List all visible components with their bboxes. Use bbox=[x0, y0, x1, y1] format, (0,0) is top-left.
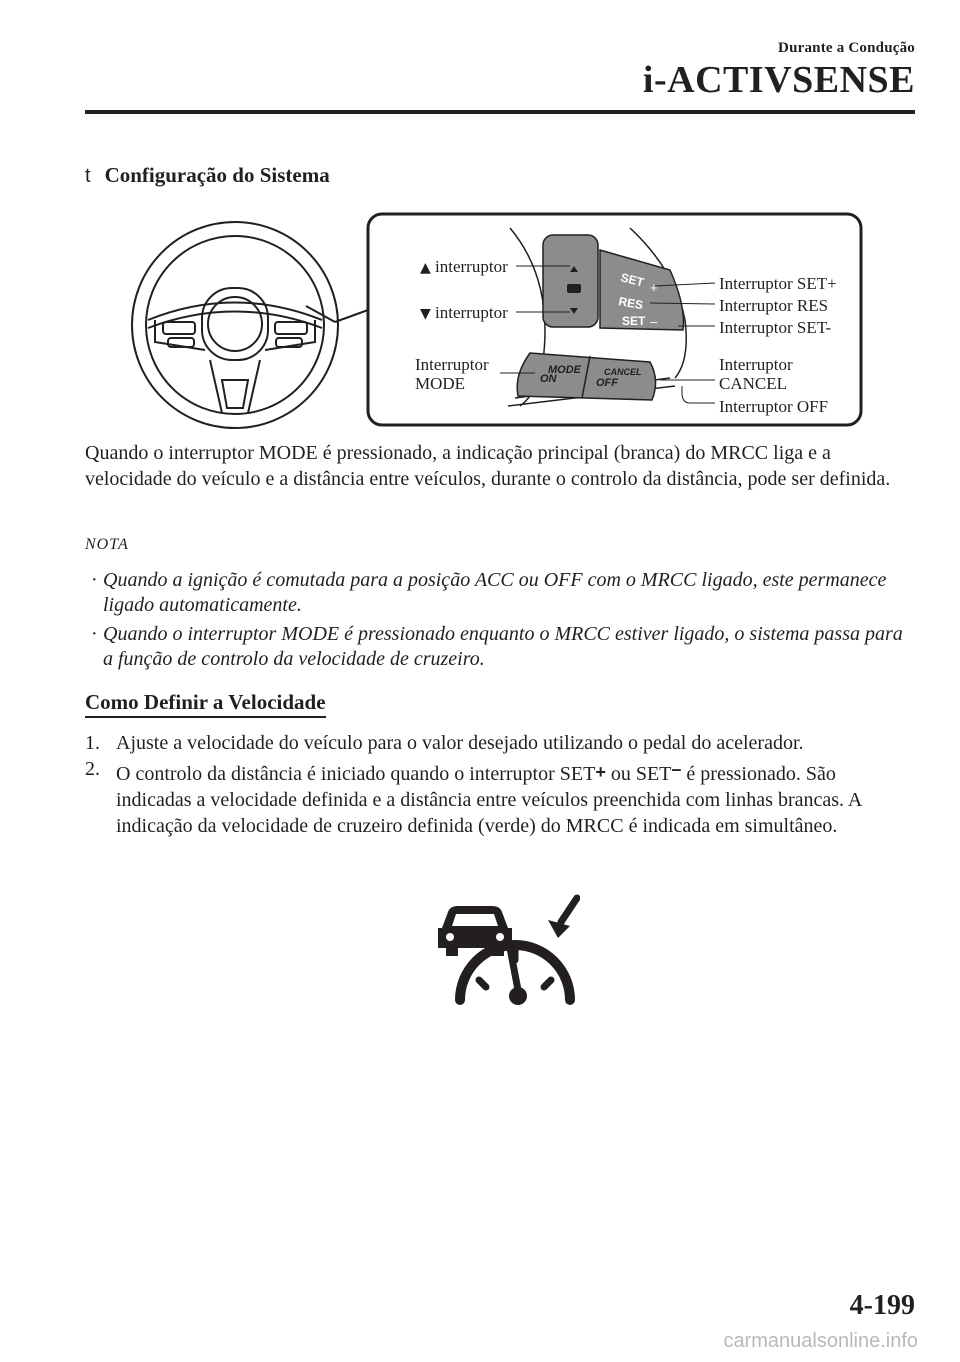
res-button-text: RES bbox=[617, 294, 645, 313]
res-switch-label: Interruptor RES bbox=[719, 296, 829, 315]
on-button-text: ON bbox=[540, 373, 557, 385]
nota-label: NOTA bbox=[85, 536, 129, 553]
off-button-text: OFF bbox=[596, 377, 618, 389]
procedure-steps bbox=[85, 730, 915, 839]
mode-switch-label: Interruptor MODE bbox=[415, 355, 489, 393]
header-rule bbox=[85, 110, 915, 114]
watermark: carmanualsonline.info bbox=[723, 1330, 918, 1352]
triangle-up-icon: ▲ bbox=[420, 260, 431, 276]
plus-symbol: + bbox=[650, 280, 658, 295]
step-item: 2. O controlo da distância é iniciado quando o interruptor SET+ ou SET– é pressionado. São indicadas a velocidade definida e a distância entre veículos preenchida com linhas brancas. A indicação da velocidade de cruzeiro definida (verde) do MRCC é indicada em simultâneo. bbox=[85, 758, 862, 837]
set-minus-button-text: SET bbox=[622, 314, 646, 328]
running-header-chapter: i-ACTIVSENSE bbox=[642, 59, 915, 101]
set-plus-switch-label: Interruptor SET+ bbox=[719, 274, 837, 293]
intro-paragraph: Quando o interruptor MODE é pressionado, a indicação principal (branca) do MRCC liga e a velocidade do veículo e a distância entre veículos, durante o controlo da distância, pode ser definida. bbox=[85, 442, 891, 490]
minus-symbol: – bbox=[671, 759, 682, 779]
section-marker: t bbox=[85, 165, 91, 187]
steering-wheel-drawing bbox=[132, 222, 368, 428]
triangle-down-icon: ▼ bbox=[420, 306, 431, 322]
cancel-switch-label: Interruptor CANCEL bbox=[719, 355, 793, 393]
steering-switch-figure bbox=[130, 210, 865, 430]
mrcc-set-speed-icon bbox=[430, 890, 580, 1010]
step-number: 2. bbox=[85, 758, 100, 780]
nota-list bbox=[85, 568, 915, 676]
subsection-title: Como Definir a Velocidade bbox=[85, 690, 326, 718]
down-switch-label: ▼ interruptor bbox=[420, 303, 508, 322]
cancel-button-text: CANCEL bbox=[604, 367, 642, 377]
step-number: 1. bbox=[85, 732, 100, 754]
minus-symbol: – bbox=[650, 314, 658, 329]
step-text: Ajuste a velocidade do veículo para o valor desejado utilizando o pedal do acelerador. bbox=[116, 732, 804, 754]
page-number: 4-199 bbox=[849, 1290, 915, 1321]
distance-rocker-switch bbox=[543, 235, 598, 327]
nota-item: · Quando a ignição é comutada para a posição ACC ou OFF com o MRCC ligado, este permanece ligado automaticamente. bbox=[91, 569, 887, 616]
set-plus-button-text: SET bbox=[619, 270, 646, 290]
up-switch-label: ▲ interruptor bbox=[420, 257, 508, 276]
running-header-section: Durante a Condução bbox=[778, 40, 915, 56]
off-switch-label: Interruptor OFF bbox=[719, 397, 829, 416]
nota-item: · Quando o interruptor MODE é pressionado enquanto o MRCC estiver ligado, o sistema passa para a função de controlo da velocidade de cruzeiro. bbox=[91, 623, 903, 670]
step-item bbox=[85, 730, 915, 756]
mode-cancel-switch-pad bbox=[517, 353, 655, 400]
section-title-text: Configuração do Sistema bbox=[104, 163, 330, 187]
section-title bbox=[85, 163, 330, 188]
set-minus-switch-label: Interruptor SET- bbox=[719, 318, 832, 337]
set-res-switch-pad bbox=[600, 250, 683, 330]
plus-symbol: + bbox=[595, 762, 606, 782]
mode-button-text: MODE bbox=[548, 364, 581, 376]
